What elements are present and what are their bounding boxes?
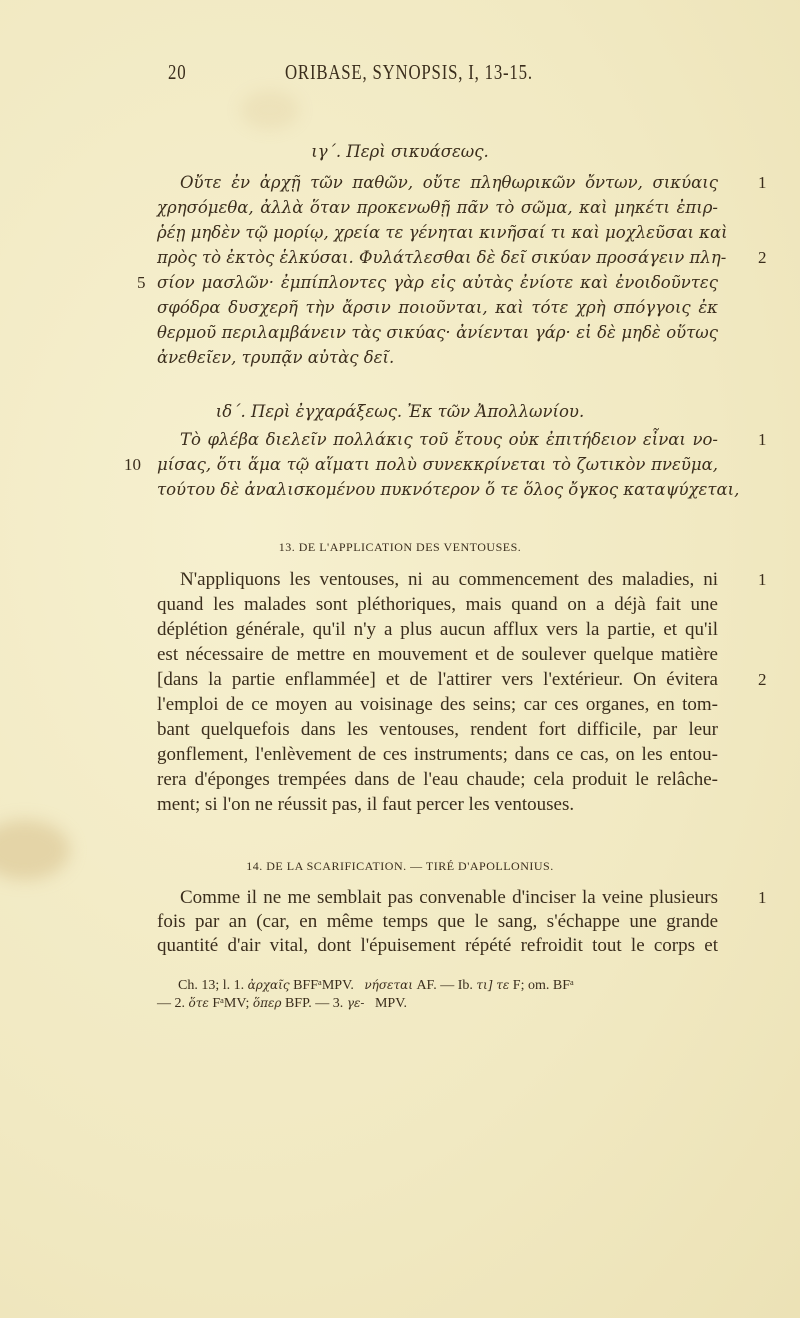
- greek-line: Οὔτε ἐν ἀρχῇ τῶν παθῶν, οὔτε πληθωρικῶν ὄντων, σικύαις: [180, 173, 718, 192]
- margin-ref: 1: [758, 570, 767, 589]
- footnote-text: F; om. BFᵃ: [512, 978, 574, 993]
- greek-line: πρὸς τὸ ἐκτὸς ἑλκύσαι. Φυλάτλεσθαι δὲ δεῖ σικύαν προσάγειν πλη-: [157, 248, 727, 267]
- footnote-greek: νήσεται: [364, 978, 413, 992]
- page-number: 20: [168, 60, 187, 84]
- greek-heading-14: ιδ΄. Περὶ ἐγχαράξεως. Ἐκ τῶν Ἀπολλωνίου.: [215, 402, 585, 421]
- french-line: N'appliquons les ventouses, ni au commencement des maladies, ni: [180, 569, 718, 590]
- footnote-text: — 2.: [157, 996, 185, 1011]
- line-number-5: 5: [137, 273, 146, 292]
- french-line: quantité d'air vital, dont l'épuisement répété refroidit tout le corps et: [157, 935, 718, 956]
- french-line: rera d'éponges trempées dans de l'eau chaude; cela produit le relâche-: [157, 769, 718, 790]
- footnote-greek: γε-: [346, 996, 365, 1010]
- french-line: l'emploi de ce moyen au voisinage des seins; car ces organes, en tom-: [157, 694, 718, 715]
- footnote-text: AF. — Ib.: [416, 978, 473, 993]
- paper-stain: [240, 90, 300, 130]
- footnote-text: BFFᵃMPV.: [293, 978, 354, 993]
- french-line: quand les malades sont pléthoriques, mais quand on a déjà fait une: [157, 594, 718, 615]
- greek-line: τούτου δὲ ἀναλισκομένου πυκνότερον ὅ τε ὅλος ὄγκος καταψύχεται,: [157, 480, 740, 499]
- french-line: déplétion générale, qu'il n'y a plus aucun afflux vers la partie, et qu'il: [157, 619, 718, 640]
- footnote-text: MPV.: [374, 996, 408, 1011]
- french-line: bant quelquefois dans les ventouses, rendent fort difficile, par leur: [157, 719, 718, 740]
- margin-ref: 1: [758, 430, 767, 449]
- greek-line: χρησόμεθα, ἀλλὰ ὅταν προκενωθῇ πᾶν τὸ σῶμα, καὶ μηκέτι ἐπιρ-: [157, 198, 718, 217]
- margin-ref: 2: [758, 670, 767, 689]
- running-title: ORIBASE, SYNOPSIS, I, 13-15.: [285, 60, 533, 84]
- footnote-greek: ἀρχαῖς: [247, 978, 290, 992]
- footnote-greek: ὅπερ: [252, 996, 282, 1010]
- greek-line: ἀνεθεῖεν, τρυπᾷν αὐτὰς δεῖ.: [157, 348, 395, 367]
- greek-line: σφόδρα δυσχερῆ τὴν ἄρσιν ποιοῦνται, καὶ τότε χρὴ σπόγγοις ἐκ: [157, 298, 718, 317]
- margin-ref: 1: [758, 888, 767, 907]
- margin-ref: 2: [758, 248, 767, 267]
- greek-heading-13: ιγ΄. Περὶ σικυάσεως.: [311, 142, 489, 161]
- french-line: est nécessaire de mettre en mouvement et de soulever quelque matière: [157, 644, 718, 665]
- french-line: [dans la partie enflammée] et de l'attirer vers l'extérieur. On évitera: [157, 669, 718, 690]
- line-number-10: 10: [124, 455, 141, 474]
- french-line: Comme il ne me semblait pas convenable d'inciser la veine plusieurs: [180, 887, 718, 908]
- footnote-greek: ὅτε: [188, 996, 209, 1010]
- greek-line: ῥέῃ μηδὲν τῷ μορίῳ, χρεία τε γένηται κινῆσαί τι καὶ μοχλεῦσαι καὶ: [157, 223, 728, 242]
- greek-line: θερμοῦ περιλαμβάνειν τὰς σικύας· ἀνίενται γάρ· εἰ δὲ μηδὲ οὕτως: [157, 323, 718, 342]
- footnote-line-2: [157, 994, 407, 1013]
- french-line: ment; si l'on ne réussit pas, il faut percer les ventouses.: [157, 794, 575, 815]
- french-heading-14: 14. DE LA SCARIFICATION. — TIRÉ D'APOLLONIUS.: [246, 859, 554, 873]
- footnote-text: BFP. — 3.: [284, 996, 344, 1011]
- footnote-line-1: [178, 976, 574, 995]
- greek-line: σίον μασλῶν· ἐμπίπλοντες γὰρ εἰς αὐτὰς ἐνίοτε καὶ ἐνοιδοῦντες: [157, 273, 718, 292]
- greek-line: μίσας, ὅτι ἅμα τῷ αἵματι πολὺ συνεκκρίνεται τὸ ζωτικὸν πνεῦμα,: [157, 455, 718, 474]
- french-line: gonflement, l'enlèvement de ces instruments; dans ce cas, on les entou-: [157, 744, 718, 765]
- footnote-greek: τι] τε: [476, 978, 510, 992]
- greek-line: Τὸ φλέβα διελεῖν πολλάκις τοῦ ἔτους οὐκ ἐπιτήδειον εἶναι νο-: [180, 430, 718, 449]
- footnote-text: Ch. 13; l. 1.: [178, 978, 245, 993]
- french-line: fois par an (car, en même temps que le sang, s'échappe une grande: [157, 911, 718, 932]
- footnote-text: FᵃMV;: [212, 996, 250, 1011]
- french-heading-13: 13. DE L'APPLICATION DES VENTOUSES.: [278, 540, 522, 554]
- margin-ref: 1: [758, 173, 767, 192]
